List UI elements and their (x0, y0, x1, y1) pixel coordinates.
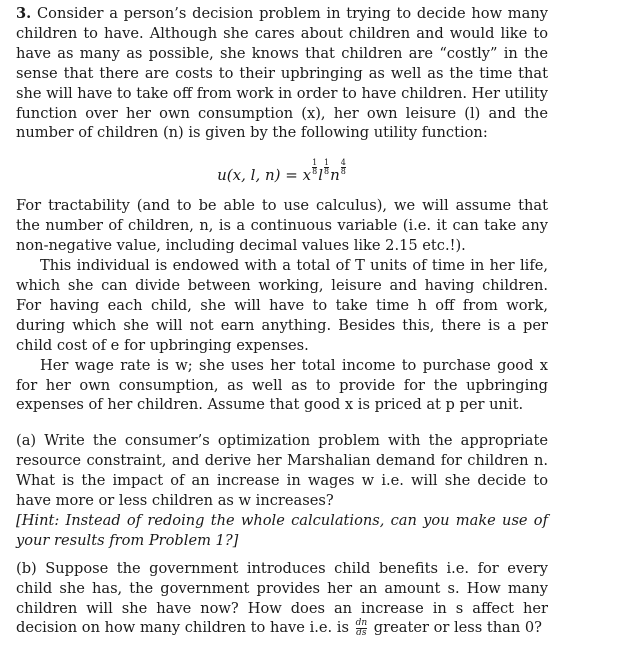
part-a-question: (a) Write the consumer’s optimization problem with the appropriate resource constraint, and derive her Marshalian demand for children n. What is the impact of an increase in wages w i.e. will she decide to have more or less children as w increases? (16, 432, 548, 510)
problem-intro-text: Consider a person’s decision problem in trying to decide how many children to have. Although she cares about children and would like to have as many as possible, she knows that children are “costly” in the sense that there are costs to their upbringing as well as the time that she will have to take off from work in order to have children. Her utility function over her own consumption (x), her own leisure (l) and the number of children (n) is given by the following utility function: (16, 5, 548, 142)
equation-base-x: x (302, 166, 312, 185)
paragraph-tractability: For tractability (and to be able to use calculus), we will assume that the number of children, n, is a continuous variable (i.e. it can take any non-negative value, including decimal values like 2.15 etc.!). (16, 197, 548, 255)
problem-intro (16, 4, 548, 143)
derivative-numerator: dn (355, 617, 368, 628)
exponent-l (324, 159, 329, 176)
exponent-n-den: 8 (340, 167, 346, 177)
equation-base-n: n (330, 166, 340, 185)
exponent-x-den: 8 (312, 167, 318, 177)
exponent-x (312, 159, 317, 176)
equation-lhs: u(x, l, n) = (217, 166, 298, 185)
utility-equation (16, 153, 548, 187)
part-b-question (16, 559, 548, 639)
paragraph-wage: Her wage rate is w; she uses her total income to purchase good x for her own consumption, as well as to provide for the upbringing expenses of her children. Assume that good x is priced at p per unit. (16, 356, 548, 414)
problem-page (16, 4, 548, 638)
exponent-n (341, 159, 346, 176)
exponent-n-num: 4 (340, 158, 346, 168)
exponent-l-den: 8 (324, 167, 330, 177)
part-b-text-before: (b) Suppose the government introduces child benefits i.e. for every child she has, the government provides her an amount s. How many children will she have now? How does an increase in s affect her decision on how many children to have i.e. is (16, 559, 548, 637)
part-b-text-after: greater or less than 0? (373, 619, 543, 637)
derivative-denominator: ds (356, 627, 367, 638)
derivative-dn-ds (356, 619, 368, 638)
part-a-hint: [Hint: Instead of redoing the whole calculations, can you make use of your results from Problem 1?] (16, 511, 548, 549)
exponent-x-num: 1 (312, 158, 318, 168)
exponent-l-num: 1 (324, 158, 330, 168)
paragraph-time-endowment: This individual is endowed with a total of T units of time in her life, which she can divide between working, leisure and having children. For having each child, she will have to take time h off from work, during which she will not earn anything. Besides this, there is a per child cost of e for upbringing expenses. (16, 257, 548, 354)
equation-base-l: l (318, 166, 323, 185)
problem-number: 3. (16, 5, 32, 22)
